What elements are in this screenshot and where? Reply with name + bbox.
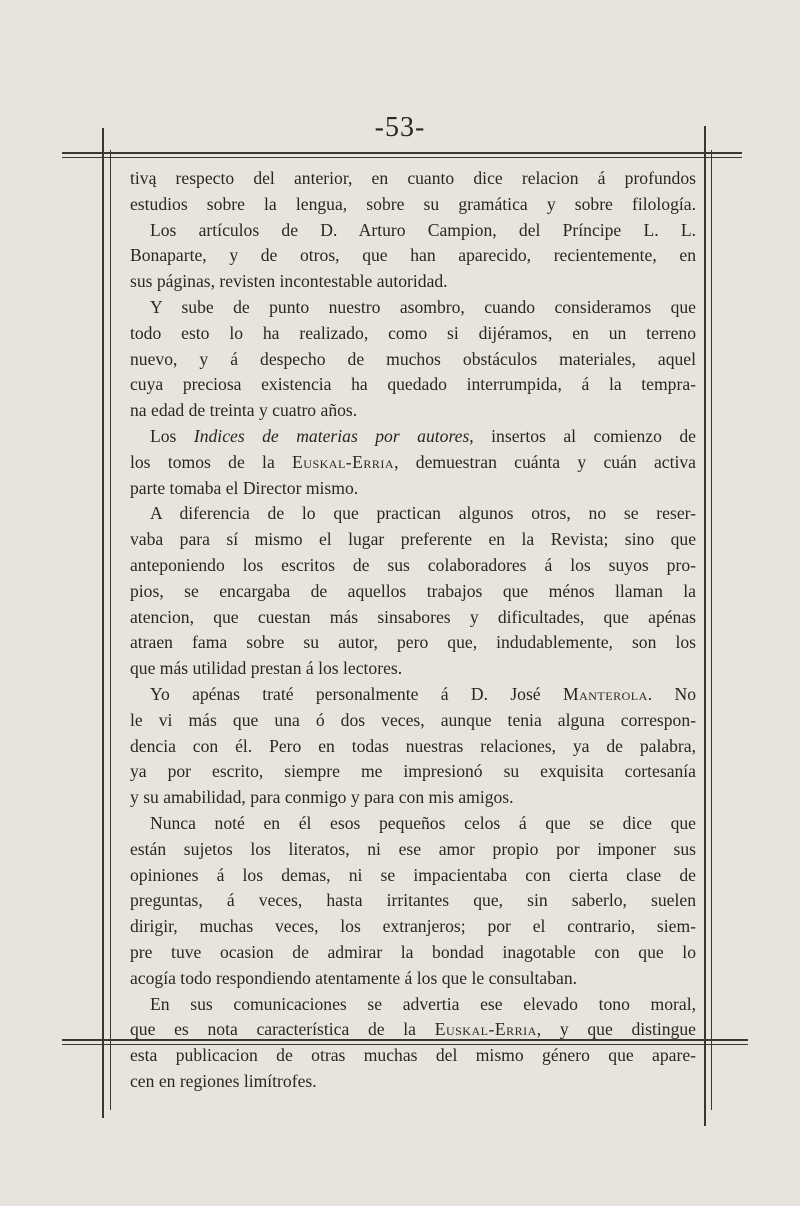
text-run: Yo apénas traté personalmente á D. José: [150, 683, 563, 704]
text-run: Los: [150, 425, 194, 446]
text-line: ya por escrito, siempre me impresionó su exquisita cortesanía: [130, 761, 696, 782]
page-number: -53-: [374, 112, 426, 143]
text-line: A diferencia de lo que practican algunos otros, no se reser-: [150, 503, 696, 524]
text-line: cuya preciosa existencia ha quedado interrumpida, á la tempra-: [130, 374, 696, 395]
text-line: En sus comunicaciones se advertia ese elevado tono moral,: [150, 993, 696, 1014]
text-line: vaba para sí mismo el lugar preferente en la Revista; sino que: [130, 529, 696, 550]
text-line: anteponiendo los escritos de sus colaboradores á los suyos pro-: [130, 554, 696, 575]
text-line: Nunca noté en él esos pequeños celos á que se dice que: [150, 812, 696, 833]
text-run: que es nota característica de la: [130, 1019, 435, 1040]
frame-right-rule: [704, 126, 706, 1126]
text-line: preguntas, á veces, hasta irritantes que, sin saberlo, suelen: [130, 890, 696, 911]
frame-top-rule: [62, 152, 742, 154]
text-run: , y que distingue: [536, 1019, 696, 1040]
text-line: atraen fama sobre su autor, pero que, indudablemente, son los: [130, 632, 696, 653]
text-line: nuevo, y á despecho de muchos obstáculos materiales, aquel: [130, 348, 696, 369]
text-line: esta publicacion de otras muchas del mismo género que apare-: [130, 1045, 696, 1066]
text-line: y su amabilidad, para conmigo y para con mis amigos.: [130, 787, 514, 808]
text-line: [130, 1017, 696, 1043]
small-caps-name: Euskal-Erria: [292, 451, 395, 472]
text-line: tivą respecto del anterior, en cuanto dice relacion á profundos: [130, 168, 696, 188]
text-line: estudios sobre la lengua, sobre su gramática y sobre filología.: [130, 193, 696, 214]
text-line: atencion, que cuestan más sinsabores y dificultades, que apénas: [130, 606, 696, 627]
text-line: dencia con él. Pero en todas nuestras relaciones, ya de palabra,: [130, 735, 696, 756]
text-line: cen en regiones limítrofes.: [130, 1070, 317, 1091]
text-run: , insertos al comienzo de: [469, 425, 696, 446]
text-line: Y sube de punto nuestro asombro, cuando consideramos que: [150, 296, 696, 317]
frame-left-rule: [102, 128, 104, 1118]
small-caps-name: Euskal-Erria: [434, 1019, 537, 1040]
text-line: pios, se encargaba de aquellos trabajos que ménos llaman la: [130, 580, 696, 601]
text-line: todo esto lo ha realizado, como si dijéramos, en un terreno: [130, 322, 696, 343]
frame-top-rule-inner: [62, 157, 742, 158]
text-line: acogía todo respondiendo atentamente á los que le consultaban.: [130, 967, 578, 988]
text-line: [130, 424, 696, 450]
text-line: le vi más que una ó dos veces, aunque tenia alguna correspon-: [130, 709, 696, 730]
frame-right-rule-inner: [711, 150, 712, 1110]
text-line: están sujetos los literatos, ni ese amor propio por imponer sus: [130, 838, 696, 859]
text-line: pre tuve ocasion de admirar la bondad inagotable con que lo: [130, 941, 696, 962]
text-line: que más utilidad prestan á los lectores.: [130, 658, 403, 679]
text-line: parte tomaba el Director mismo.: [130, 477, 359, 498]
text-run: , demuestran cuánta y cuán activa: [394, 451, 696, 472]
text-run: . No: [647, 683, 696, 704]
text-line: na edad de treinta y cuatro años.: [130, 400, 358, 421]
text-run: los tomos de la: [130, 451, 293, 472]
italic-title: Indices de materias por autores: [193, 425, 470, 446]
text-line: Los artículos de D. Arturo Campion, del Príncipe L. L.: [150, 219, 696, 240]
frame-left-rule-inner: [110, 150, 111, 1110]
text-line: dirigir, muchas veces, los extranjeros; por el contrario, siem-: [130, 916, 696, 937]
text-line: [130, 682, 696, 708]
text-line: Bonaparte, y de otros, que han aparecido, recientemente, en: [130, 245, 696, 266]
text-line: opiniones á los demas, ni se impacientaba con cierta clase de: [130, 864, 696, 885]
body-text: [130, 166, 696, 1095]
text-line: [130, 450, 696, 476]
small-caps-name: Manterola: [562, 683, 648, 704]
text-line: sus páginas, revisten incontestable autoridad.: [130, 271, 448, 292]
